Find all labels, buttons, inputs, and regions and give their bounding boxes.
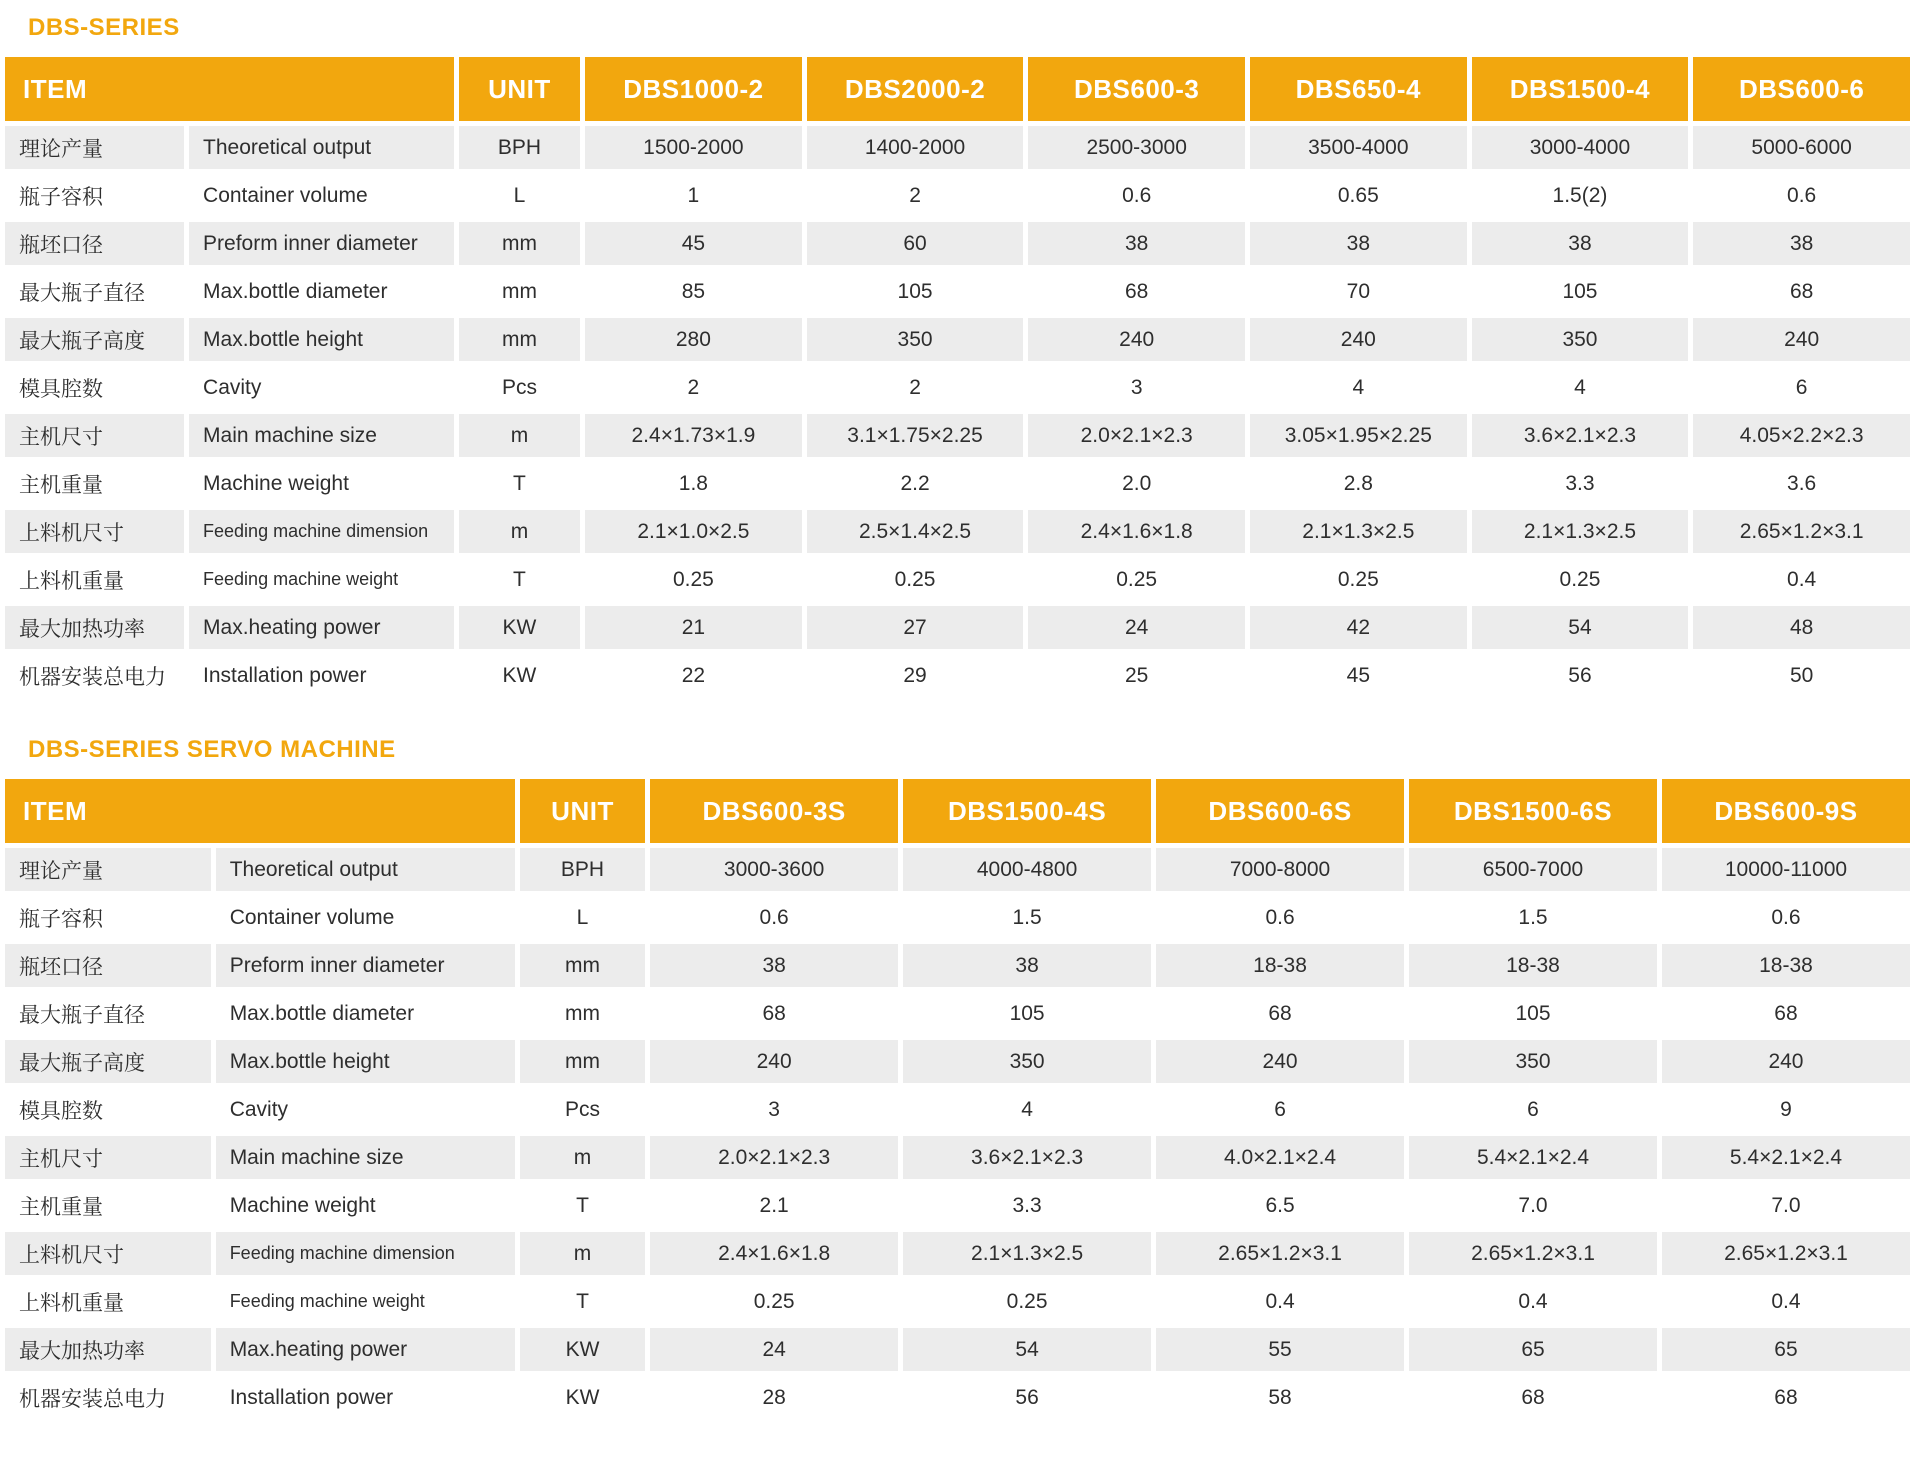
value-cell: 0.4 (1156, 1280, 1404, 1323)
unit-cell: m (520, 1136, 645, 1179)
value-cell: 0.25 (903, 1280, 1151, 1323)
unit-cell: mm (459, 318, 580, 361)
item-label-en: Feeding machine weight (189, 558, 454, 601)
table-row (5, 1040, 1910, 1083)
value-cell: 4.05×2.2×2.3 (1693, 414, 1910, 457)
dbs-series-table (0, 52, 1915, 702)
value-cell: 105 (807, 270, 1024, 313)
value-cell: 42 (1250, 606, 1467, 649)
value-cell: 0.6 (1693, 174, 1910, 217)
table-row (5, 1328, 1910, 1371)
value-cell: 350 (903, 1040, 1151, 1083)
value-cell: 0.6 (1156, 896, 1404, 939)
value-cell: 1400-2000 (807, 126, 1024, 169)
value-cell: 2 (807, 366, 1024, 409)
item-label-zh: 最大瓶子高度 (5, 1040, 211, 1083)
table-row (5, 606, 1910, 649)
value-cell: 60 (807, 222, 1024, 265)
value-cell: 56 (903, 1376, 1151, 1419)
item-label-en: Cavity (189, 366, 454, 409)
value-cell: 240 (1693, 318, 1910, 361)
value-cell: 6500-7000 (1409, 848, 1657, 891)
column-header-model: DBS600-3 (1028, 57, 1245, 121)
value-cell: 18-38 (1156, 944, 1404, 987)
value-cell: 3000-3600 (650, 848, 898, 891)
table-row (5, 558, 1910, 601)
item-label-zh: 最大瓶子高度 (5, 318, 184, 361)
section-title: DBS-SERIES (28, 14, 180, 41)
item-label-en: Max.bottle diameter (216, 992, 515, 1035)
unit-cell: L (520, 896, 645, 939)
value-cell: 38 (903, 944, 1151, 987)
value-cell: 3.6 (1693, 462, 1910, 505)
section-title: DBS-SERIES SERVO MACHINE (28, 736, 396, 763)
value-cell: 105 (903, 992, 1151, 1035)
value-cell: 68 (1693, 270, 1910, 313)
column-header-unit: UNIT (520, 779, 645, 843)
value-cell: 1 (585, 174, 802, 217)
value-cell: 27 (807, 606, 1024, 649)
unit-cell: KW (459, 606, 580, 649)
item-label-en: Cavity (216, 1088, 515, 1131)
value-cell: 38 (1250, 222, 1467, 265)
column-header-model: DBS1500-6S (1409, 779, 1657, 843)
value-cell: 2.0×2.1×2.3 (650, 1136, 898, 1179)
value-cell: 2.1×1.3×2.5 (1250, 510, 1467, 553)
item-label-zh: 瓶坯口径 (5, 944, 211, 987)
value-cell: 0.65 (1250, 174, 1467, 217)
table-row (5, 1184, 1910, 1227)
value-cell: 6 (1156, 1088, 1404, 1131)
table-row (5, 510, 1910, 553)
item-label-zh: 上料机尺寸 (5, 510, 184, 553)
value-cell: 4.0×2.1×2.4 (1156, 1136, 1404, 1179)
item-label-zh: 主机尺寸 (5, 1136, 211, 1179)
value-cell: 280 (585, 318, 802, 361)
value-cell: 3.3 (1472, 462, 1689, 505)
value-cell: 3 (650, 1088, 898, 1131)
value-cell: 240 (1156, 1040, 1404, 1083)
unit-cell: T (520, 1184, 645, 1227)
value-cell: 24 (1028, 606, 1245, 649)
value-cell: 2.1×1.3×2.5 (903, 1232, 1151, 1275)
header-row (5, 57, 1910, 121)
unit-cell: m (459, 510, 580, 553)
value-cell: 3.6×2.1×2.3 (903, 1136, 1151, 1179)
value-cell: 3.3 (903, 1184, 1151, 1227)
value-cell: 3.05×1.95×2.25 (1250, 414, 1467, 457)
value-cell: 0.6 (650, 896, 898, 939)
value-cell: 65 (1409, 1328, 1657, 1371)
value-cell: 240 (1250, 318, 1467, 361)
value-cell: 85 (585, 270, 802, 313)
dbs-series-servo-section (0, 736, 1915, 1424)
value-cell: 28 (650, 1376, 898, 1419)
value-cell: 6 (1693, 366, 1910, 409)
value-cell: 2.65×1.2×3.1 (1156, 1232, 1404, 1275)
item-label-en: Container volume (216, 896, 515, 939)
value-cell: 0.4 (1662, 1280, 1910, 1323)
item-label-zh: 最大加热功率 (5, 606, 184, 649)
value-cell: 3000-4000 (1472, 126, 1689, 169)
value-cell: 18-38 (1662, 944, 1910, 987)
item-label-zh: 理论产量 (5, 848, 211, 891)
value-cell: 5.4×2.1×2.4 (1662, 1136, 1910, 1179)
dbs-series-servo-table (0, 774, 1915, 1424)
value-cell: 0.25 (1028, 558, 1245, 601)
item-label-zh: 瓶子容积 (5, 896, 211, 939)
unit-cell: T (520, 1280, 645, 1323)
item-label-zh: 最大瓶子直径 (5, 992, 211, 1035)
unit-cell: Pcs (459, 366, 580, 409)
value-cell: 2.4×1.6×1.8 (650, 1232, 898, 1275)
item-label-zh: 瓶子容积 (5, 174, 184, 217)
table-row (5, 174, 1910, 217)
table-row (5, 654, 1910, 697)
value-cell: 105 (1472, 270, 1689, 313)
column-header-model: DBS1500-4 (1472, 57, 1689, 121)
value-cell: 2.65×1.2×3.1 (1662, 1232, 1910, 1275)
value-cell: 7.0 (1662, 1184, 1910, 1227)
value-cell: 0.25 (807, 558, 1024, 601)
value-cell: 68 (1662, 1376, 1910, 1419)
unit-cell: m (459, 414, 580, 457)
item-label-en: Machine weight (216, 1184, 515, 1227)
item-label-en: Feeding machine dimension (189, 510, 454, 553)
value-cell: 2 (807, 174, 1024, 217)
value-cell: 68 (1409, 1376, 1657, 1419)
value-cell: 2.2 (807, 462, 1024, 505)
dbs-series-section (0, 0, 1915, 702)
item-label-zh: 理论产量 (5, 126, 184, 169)
unit-cell: BPH (459, 126, 580, 169)
unit-cell: BPH (520, 848, 645, 891)
value-cell: 0.25 (585, 558, 802, 601)
value-cell: 5000-6000 (1693, 126, 1910, 169)
column-header-model: DBS650-4 (1250, 57, 1467, 121)
header-row (5, 779, 1910, 843)
table-row (5, 1232, 1910, 1275)
value-cell: 24 (650, 1328, 898, 1371)
value-cell: 1500-2000 (585, 126, 802, 169)
table-row (5, 270, 1910, 313)
column-header-item: ITEM (5, 779, 515, 843)
item-label-en: Container volume (189, 174, 454, 217)
value-cell: 4 (903, 1088, 1151, 1131)
value-cell: 4000-4800 (903, 848, 1151, 891)
value-cell: 240 (1028, 318, 1245, 361)
value-cell: 22 (585, 654, 802, 697)
value-cell: 0.6 (1662, 896, 1910, 939)
value-cell: 4 (1250, 366, 1467, 409)
table-row (5, 1088, 1910, 1131)
value-cell: 350 (1472, 318, 1689, 361)
item-label-en: Max.bottle diameter (189, 270, 454, 313)
table-row (5, 992, 1910, 1035)
column-header-model: DBS600-9S (1662, 779, 1910, 843)
item-label-en: Preform inner diameter (216, 944, 515, 987)
value-cell: 29 (807, 654, 1024, 697)
unit-cell: T (459, 462, 580, 505)
value-cell: 3 (1028, 366, 1245, 409)
value-cell: 38 (1028, 222, 1245, 265)
unit-cell: KW (520, 1376, 645, 1419)
value-cell: 350 (1409, 1040, 1657, 1083)
value-cell: 48 (1693, 606, 1910, 649)
item-label-zh: 主机重量 (5, 462, 184, 505)
table-row (5, 1376, 1910, 1419)
column-header-unit: UNIT (459, 57, 580, 121)
value-cell: 68 (1662, 992, 1910, 1035)
item-label-zh: 机器安装总电力 (5, 1376, 211, 1419)
item-label-en: Max.bottle height (216, 1040, 515, 1083)
value-cell: 25 (1028, 654, 1245, 697)
unit-cell: Pcs (520, 1088, 645, 1131)
item-label-zh: 最大瓶子直径 (5, 270, 184, 313)
table-row (5, 222, 1910, 265)
value-cell: 240 (650, 1040, 898, 1083)
table-row (5, 896, 1910, 939)
value-cell: 55 (1156, 1328, 1404, 1371)
table-row (5, 366, 1910, 409)
value-cell: 6.5 (1156, 1184, 1404, 1227)
item-label-zh: 主机尺寸 (5, 414, 184, 457)
item-label-en: Max.bottle height (189, 318, 454, 361)
item-label-en: Main machine size (216, 1136, 515, 1179)
table-row (5, 1136, 1910, 1179)
item-label-en: Theoretical output (216, 848, 515, 891)
table-row (5, 462, 1910, 505)
value-cell: 56 (1472, 654, 1689, 697)
column-header-model: DBS1000-2 (585, 57, 802, 121)
item-label-en: Installation power (189, 654, 454, 697)
value-cell: 7.0 (1409, 1184, 1657, 1227)
value-cell: 2.4×1.73×1.9 (585, 414, 802, 457)
table-row (5, 126, 1910, 169)
value-cell: 9 (1662, 1088, 1910, 1131)
value-cell: 4 (1472, 366, 1689, 409)
value-cell: 3500-4000 (1250, 126, 1467, 169)
item-label-zh: 最大加热功率 (5, 1328, 211, 1371)
table-row (5, 944, 1910, 987)
value-cell: 3.1×1.75×2.25 (807, 414, 1024, 457)
value-cell: 45 (1250, 654, 1467, 697)
value-cell: 2.4×1.6×1.8 (1028, 510, 1245, 553)
value-cell: 2.0 (1028, 462, 1245, 505)
value-cell: 2.65×1.2×3.1 (1409, 1232, 1657, 1275)
item-label-en: Theoretical output (189, 126, 454, 169)
value-cell: 0.4 (1693, 558, 1910, 601)
item-label-zh: 上料机尺寸 (5, 1232, 211, 1275)
value-cell: 21 (585, 606, 802, 649)
value-cell: 2.0×2.1×2.3 (1028, 414, 1245, 457)
value-cell: 2.1×1.3×2.5 (1472, 510, 1689, 553)
value-cell: 2.5×1.4×2.5 (807, 510, 1024, 553)
value-cell: 2.1×1.0×2.5 (585, 510, 802, 553)
value-cell: 2 (585, 366, 802, 409)
value-cell: 6 (1409, 1088, 1657, 1131)
value-cell: 350 (807, 318, 1024, 361)
item-label-zh: 主机重量 (5, 1184, 211, 1227)
value-cell: 2.8 (1250, 462, 1467, 505)
item-label-zh: 机器安装总电力 (5, 654, 184, 697)
item-label-zh: 瓶坯口径 (5, 222, 184, 265)
table-row (5, 318, 1910, 361)
value-cell: 1.5 (1409, 896, 1657, 939)
value-cell: 0.25 (1472, 558, 1689, 601)
value-cell: 1.5 (903, 896, 1151, 939)
value-cell: 240 (1662, 1040, 1910, 1083)
item-label-zh: 模具腔数 (5, 366, 184, 409)
item-label-en: Machine weight (189, 462, 454, 505)
value-cell: 0.25 (1250, 558, 1467, 601)
item-label-en: Max.heating power (216, 1328, 515, 1371)
value-cell: 0.25 (650, 1280, 898, 1323)
value-cell: 1.8 (585, 462, 802, 505)
column-header-model: DBS600-6S (1156, 779, 1404, 843)
value-cell: 68 (1156, 992, 1404, 1035)
value-cell: 38 (1693, 222, 1910, 265)
item-label-en: Feeding machine dimension (216, 1232, 515, 1275)
unit-cell: T (459, 558, 580, 601)
unit-cell: mm (520, 944, 645, 987)
unit-cell: KW (459, 654, 580, 697)
table-row (5, 1280, 1910, 1323)
value-cell: 70 (1250, 270, 1467, 313)
column-header-model: DBS600-6 (1693, 57, 1910, 121)
item-label-en: Preform inner diameter (189, 222, 454, 265)
column-header-model: DBS2000-2 (807, 57, 1024, 121)
item-label-en: Feeding machine weight (216, 1280, 515, 1323)
value-cell: 18-38 (1409, 944, 1657, 987)
value-cell: 54 (1472, 606, 1689, 649)
value-cell: 38 (650, 944, 898, 987)
item-label-en: Max.heating power (189, 606, 454, 649)
value-cell: 5.4×2.1×2.4 (1409, 1136, 1657, 1179)
value-cell: 105 (1409, 992, 1657, 1035)
value-cell: 2.1 (650, 1184, 898, 1227)
item-label-en: Installation power (216, 1376, 515, 1419)
value-cell: 7000-8000 (1156, 848, 1404, 891)
unit-cell: mm (520, 1040, 645, 1083)
value-cell: 1.5(2) (1472, 174, 1689, 217)
value-cell: 54 (903, 1328, 1151, 1371)
value-cell: 58 (1156, 1376, 1404, 1419)
column-header-model: DBS600-3S (650, 779, 898, 843)
item-label-zh: 上料机重量 (5, 1280, 211, 1323)
value-cell: 10000-11000 (1662, 848, 1910, 891)
unit-cell: L (459, 174, 580, 217)
column-header-model: DBS1500-4S (903, 779, 1151, 843)
value-cell: 0.4 (1409, 1280, 1657, 1323)
value-cell: 65 (1662, 1328, 1910, 1371)
unit-cell: m (520, 1232, 645, 1275)
value-cell: 2.65×1.2×3.1 (1693, 510, 1910, 553)
value-cell: 0.6 (1028, 174, 1245, 217)
unit-cell: mm (459, 222, 580, 265)
table-row (5, 414, 1910, 457)
item-label-en: Main machine size (189, 414, 454, 457)
value-cell: 3.6×2.1×2.3 (1472, 414, 1689, 457)
value-cell: 38 (1472, 222, 1689, 265)
value-cell: 50 (1693, 654, 1910, 697)
table-row (5, 848, 1910, 891)
value-cell: 68 (650, 992, 898, 1035)
item-label-zh: 模具腔数 (5, 1088, 211, 1131)
unit-cell: mm (520, 992, 645, 1035)
value-cell: 68 (1028, 270, 1245, 313)
item-label-zh: 上料机重量 (5, 558, 184, 601)
unit-cell: KW (520, 1328, 645, 1371)
value-cell: 45 (585, 222, 802, 265)
column-header-item: ITEM (5, 57, 454, 121)
unit-cell: mm (459, 270, 580, 313)
value-cell: 2500-3000 (1028, 126, 1245, 169)
